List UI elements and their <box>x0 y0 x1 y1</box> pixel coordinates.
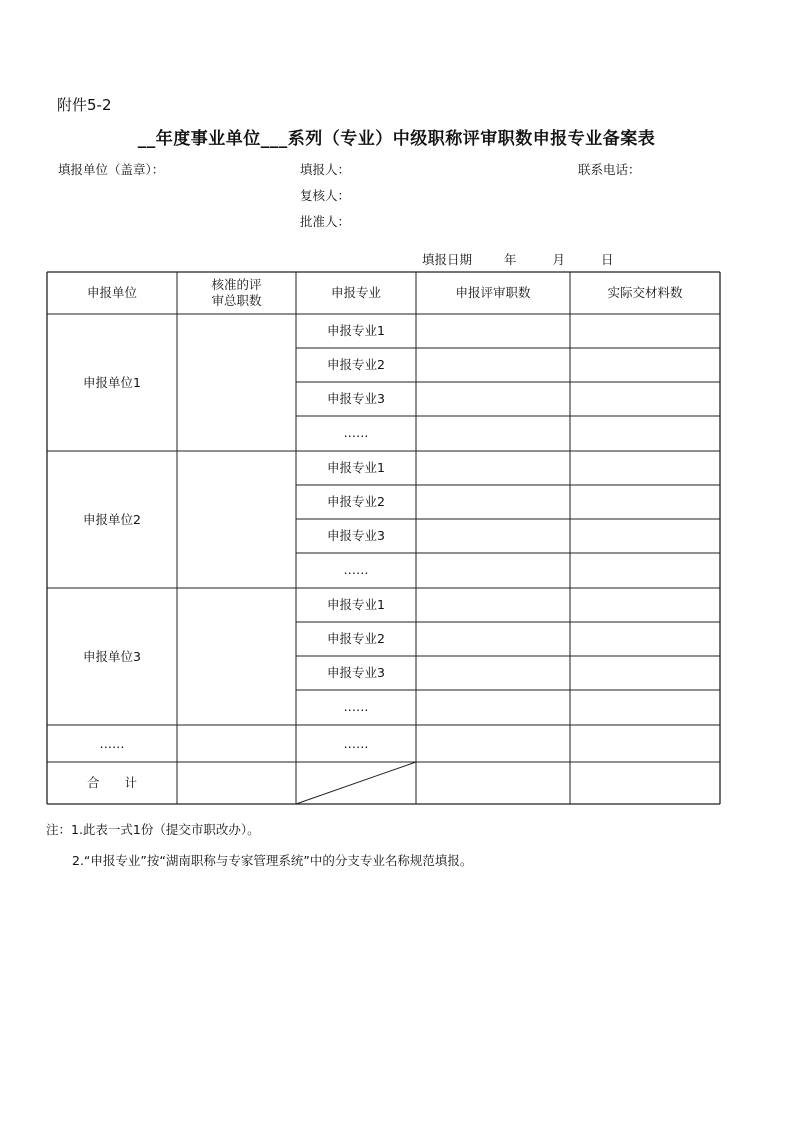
page-title: __年度事业单位___系列（专业）中级职称评审职数申报专业备案表 <box>137 129 656 149</box>
header-approved-total: 核准的评审总职数 <box>211 277 262 308</box>
form-approver-label: 批准人： <box>300 214 351 229</box>
major-name-cell: 申报专业3 <box>327 528 385 543</box>
unit-name-cell: 申报单位1 <box>83 374 141 390</box>
major-name-cell: 申报专业3 <box>327 391 385 406</box>
year-label: 年 <box>504 252 517 267</box>
day-label: 日 <box>601 252 614 267</box>
note-2: 2.“申报专业”按“湖南职称与专家管理系统”中的分支专业名称规范填报。 <box>72 853 473 868</box>
form-checker-label: 复核人： <box>300 188 351 203</box>
note-1: 注：1.此表一式1份（提交市职改办）。 <box>46 822 260 837</box>
major-name-cell: 申报专业1 <box>327 597 385 612</box>
major-name-cell: 申报专业2 <box>327 494 385 509</box>
major-name-cell: 申报专业1 <box>327 323 385 338</box>
form-unit-label: 填报单位（盖章）： <box>58 162 165 177</box>
header-submitted-count: 实际交材料数 <box>607 285 683 300</box>
date-label: 填报日期 <box>422 252 473 267</box>
header-unit: 申报单位 <box>86 285 137 300</box>
major-name-cell: …… <box>343 425 369 440</box>
major-name-cell: 申报专业1 <box>327 460 385 475</box>
header-major: 申报专业 <box>330 285 381 300</box>
total-diagonal-slash <box>296 762 416 804</box>
major-name-cell: 申报专业3 <box>327 665 385 680</box>
major-name-cell: 申报专业2 <box>327 357 385 372</box>
form-date-line <box>422 250 614 268</box>
unit-name-cell: 申报单位2 <box>83 511 141 527</box>
attachment-label: 附件5-2 <box>57 96 112 114</box>
major-name-cell: …… <box>343 562 369 577</box>
month-label: 月 <box>552 252 566 267</box>
total-label-cell: 合 计 <box>86 775 137 790</box>
form-filler-label: 填报人： <box>300 162 351 177</box>
major-name-cell: …… <box>343 699 369 714</box>
ellipsis-major-cell: …… <box>343 735 369 751</box>
ellipsis-unit-cell: …… <box>99 735 125 751</box>
major-name-cell: 申报专业2 <box>327 631 385 646</box>
form-phone-label: 联系电话： <box>578 162 641 177</box>
header-declared-count: 申报评审职数 <box>455 285 531 300</box>
unit-name-cell: 申报单位3 <box>83 648 141 664</box>
